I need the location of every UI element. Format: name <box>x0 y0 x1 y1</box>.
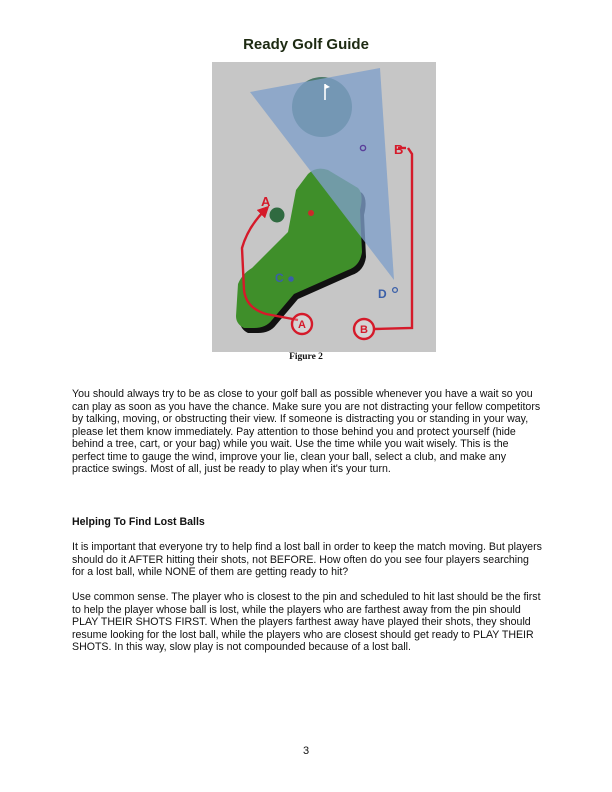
ball-a <box>308 210 314 216</box>
label-a: A <box>261 194 271 209</box>
paragraph-ready-position: You should always try to be as close to your golf ball as possible whenever you have a wait so you can play as soon as you have the chance. Make sure you are not distracting your fellow competitors by talking, moving, or obstructing their view. If someone is distracting you or standing in your way, please let them know immediately. Pay attention to those behind you and protect yourself (hide behind a tree, cart, or your bag) while you wait. Use the time while you wait wisely. This is the perfect time to gauge the wind, improve your lie, clean your ball, select a club, and make any practice swings. Most of all, just be ready to play when it's your turn. <box>72 388 541 475</box>
tree <box>270 208 285 223</box>
label-c: C <box>275 271 284 285</box>
figure-caption: Figure 2 <box>289 352 323 362</box>
paragraph-common-sense: Use common sense. The player who is closest to the pin and scheduled to hit last should be the first to help the player whose ball is lost, while the players who are farthest away from the pin should PLAY THEIR SHOTS FIRST. When the players farthest away have played their shots, they should resume looking for the lost ball, while the players who are closest should get ready to PLAY THEIR SHOTS. In this way, slow play is not compounded because of a lost ball. <box>72 591 541 653</box>
page-number: 3 <box>302 745 310 757</box>
label-b: B <box>394 142 404 157</box>
document-title: Ready Golf Guide <box>243 36 369 53</box>
label-d: D <box>378 287 387 301</box>
label-circled-a: A <box>298 319 306 331</box>
ball-c <box>288 276 294 282</box>
paragraph-lost-balls: It is important that everyone try to help find a lost ball in order to keep the match moving. But players should do it AFTER hitting their shots, not BEFORE. How often do you see four players searching for a lost ball, while NONE of them are getting ready to hit? <box>72 541 542 578</box>
label-circled-b: B <box>360 324 368 336</box>
section-heading: Helping To Find Lost Balls <box>72 516 205 528</box>
figure-2-diagram <box>212 62 436 352</box>
